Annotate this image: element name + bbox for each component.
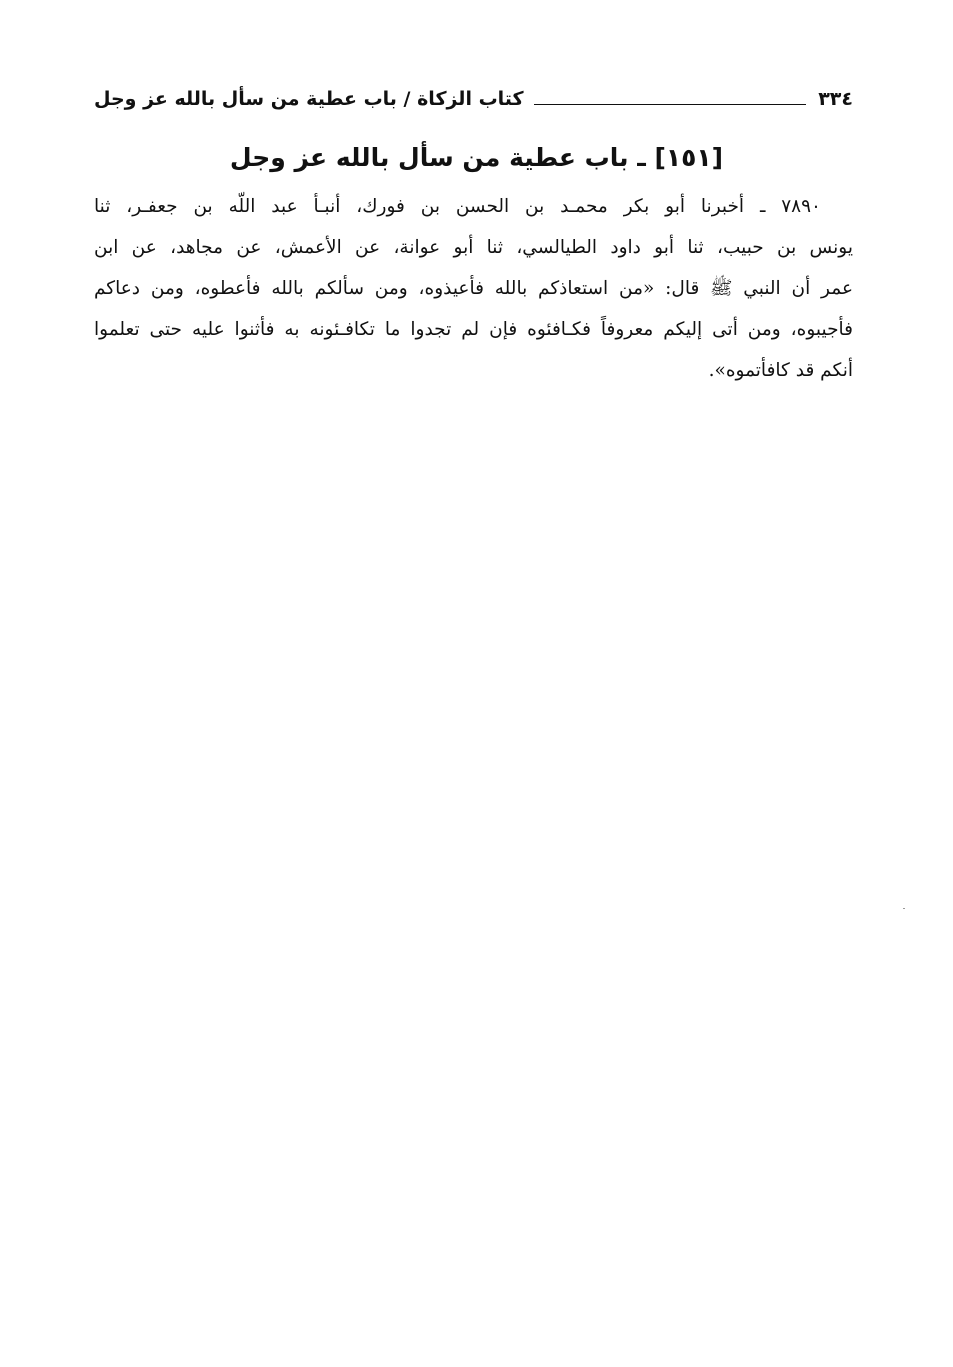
hadith-line: عمر أن النبي ﷺ قال: «من استعاذكم بالله فأعيذوه، ومن سألكم بالله فأعطوه، ومن دعاكم [94, 278, 853, 299]
scan-speck [903, 908, 905, 909]
running-header [94, 82, 853, 116]
hadith-line: فأجيبوه، ومن أتى إليكم معروفاً فكـافئوه فإن لم تجدوا ما تكافـئونه به فأثنوا عليه حتى تعلموا [94, 319, 853, 340]
chapter-heading: [١٥١] ـ باب عطية من سأل بالله عز وجل [229, 143, 724, 172]
header-rule [534, 104, 807, 105]
page-number: ٣٣٤ [818, 88, 853, 110]
hadith-line: يونس بن حبيب، ثنا أبو داود الطيالسي، ثنا أبو عوانة، عن الأعمش، عن مجاهد، عن ابن [94, 237, 853, 258]
hadith-line: ٧٨٩٠ ـ أخبرنا أبو بكر محمـد بن الحسن بن فورك، أنبـأ عبد اللّه بن جعفـر، ثنا [94, 196, 821, 217]
running-title: كتاب الزكاة / باب عطية من سأل بالله عز وجل [94, 88, 524, 110]
hadith-line: أنكم قد كافأتموه». [708, 360, 853, 381]
hadith-text [94, 186, 853, 391]
